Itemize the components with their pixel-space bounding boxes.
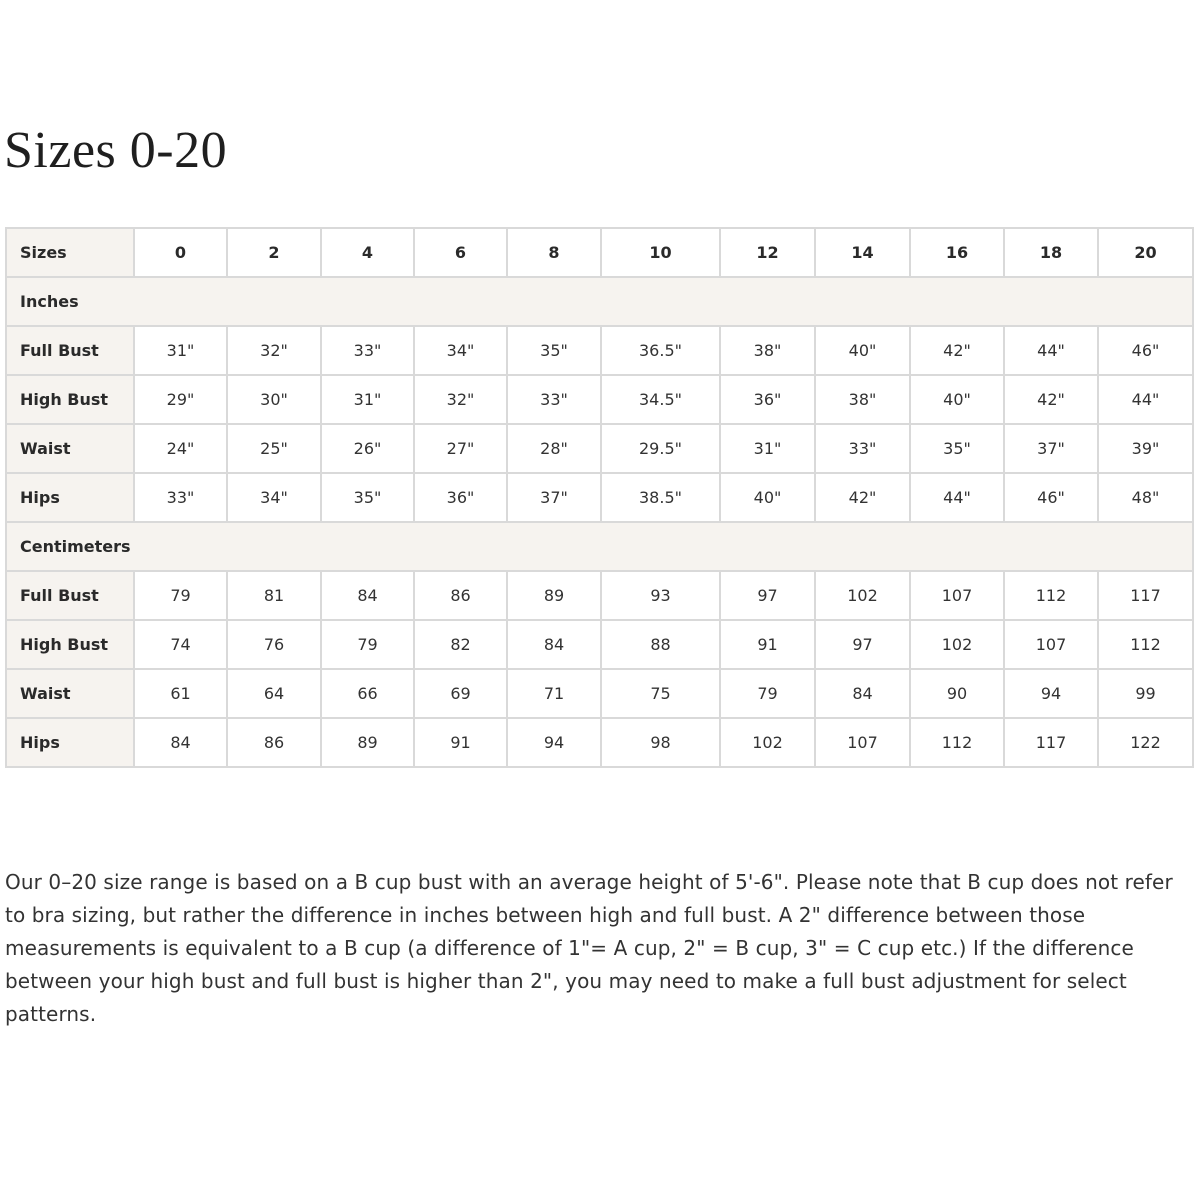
measurement-cell: 102 [720, 718, 815, 767]
measurement-cell: 33" [815, 424, 910, 473]
measurement-cell: 48" [1098, 473, 1193, 522]
measurement-cell: 42" [1004, 375, 1098, 424]
measurement-cell: 102 [815, 571, 910, 620]
measurement-cell: 38" [720, 326, 815, 375]
measurement-cell: 29" [134, 375, 227, 424]
size-column-header: 4 [321, 228, 414, 277]
measurement-cell: 42" [815, 473, 910, 522]
measurement-cell: 33" [507, 375, 601, 424]
measurement-cell: 69 [414, 669, 507, 718]
size-column-header: 8 [507, 228, 601, 277]
measurement-cell: 94 [1004, 669, 1098, 718]
measurement-cell: 40" [720, 473, 815, 522]
measurement-cell: 37" [507, 473, 601, 522]
measurement-cell: 74 [134, 620, 227, 669]
measurement-cell: 94 [507, 718, 601, 767]
measurement-cell: 89 [321, 718, 414, 767]
measurement-cell: 97 [815, 620, 910, 669]
size-column-header: 20 [1098, 228, 1193, 277]
measurement-cell: 91 [414, 718, 507, 767]
measurement-cell: 37" [1004, 424, 1098, 473]
measurement-cell: 31" [321, 375, 414, 424]
measurement-cell: 31" [134, 326, 227, 375]
measurement-cell: 42" [910, 326, 1004, 375]
measurement-cell: 27" [414, 424, 507, 473]
size-column-header: 10 [601, 228, 720, 277]
measurement-cell: 86 [414, 571, 507, 620]
measurement-cell: 35" [507, 326, 601, 375]
section-label: Inches [6, 277, 1193, 326]
table-row [6, 669, 1193, 718]
measurement-cell: 46" [1004, 473, 1098, 522]
size-column-header: 2 [227, 228, 321, 277]
measurement-cell: 38" [815, 375, 910, 424]
table-row [6, 620, 1193, 669]
measurement-cell: 122 [1098, 718, 1193, 767]
size-column-header: 16 [910, 228, 1004, 277]
size-header-row [6, 228, 1193, 277]
measurement-cell: 46" [1098, 326, 1193, 375]
measurement-cell: 112 [1098, 620, 1193, 669]
measurement-cell: 33" [134, 473, 227, 522]
measurement-cell: 36" [720, 375, 815, 424]
measurement-cell: 40" [815, 326, 910, 375]
size-range-note: Our 0–20 size range is based on a B cup bust with an average height of 5'-6". Please note that B cup does not refer to bra sizing, but rather the difference in inches between high and full bust. A 2" difference between those measurements is equivalent to a B cup (a difference of 1"= A cup, 2" = B cup, 3" = C cup etc.) If the difference between your high bust and full bust is higher than 2", you may need to make a full bust adjustment for select patterns. [5, 870, 1173, 1026]
sizes-corner-label: Sizes [6, 228, 134, 277]
measurement-cell: 36" [414, 473, 507, 522]
measurement-cell: 32" [227, 326, 321, 375]
measurement-cell: 64 [227, 669, 321, 718]
measurement-cell: 112 [910, 718, 1004, 767]
measurement-cell: 81 [227, 571, 321, 620]
measurement-cell: 61 [134, 669, 227, 718]
measurement-cell: 112 [1004, 571, 1098, 620]
measurement-label: Waist [6, 669, 134, 718]
measurement-cell: 107 [910, 571, 1004, 620]
measurement-cell: 84 [134, 718, 227, 767]
measurement-cell: 35" [910, 424, 1004, 473]
measurement-cell: 84 [507, 620, 601, 669]
size-chart-table [5, 227, 1194, 768]
measurement-cell: 79 [321, 620, 414, 669]
measurement-cell: 117 [1004, 718, 1098, 767]
measurement-cell: 79 [720, 669, 815, 718]
measurement-cell: 26" [321, 424, 414, 473]
measurement-cell: 38.5" [601, 473, 720, 522]
measurement-cell: 25" [227, 424, 321, 473]
size-column-header: 0 [134, 228, 227, 277]
measurement-cell: 44" [910, 473, 1004, 522]
measurement-cell: 44" [1098, 375, 1193, 424]
measurement-cell: 90 [910, 669, 1004, 718]
measurement-cell: 39" [1098, 424, 1193, 473]
size-table-body [6, 277, 1193, 767]
measurement-cell: 30" [227, 375, 321, 424]
measurement-cell: 82 [414, 620, 507, 669]
measurement-cell: 88 [601, 620, 720, 669]
measurement-cell: 76 [227, 620, 321, 669]
size-column-header: 14 [815, 228, 910, 277]
measurement-cell: 86 [227, 718, 321, 767]
measurement-cell: 34" [227, 473, 321, 522]
measurement-cell: 34.5" [601, 375, 720, 424]
size-column-header: 12 [720, 228, 815, 277]
table-row [6, 424, 1193, 473]
measurement-cell: 40" [910, 375, 1004, 424]
measurement-cell: 107 [815, 718, 910, 767]
measurement-cell: 71 [507, 669, 601, 718]
table-row [6, 375, 1193, 424]
measurement-cell: 98 [601, 718, 720, 767]
measurement-cell: 34" [414, 326, 507, 375]
measurement-label: Hips [6, 473, 134, 522]
table-row [6, 326, 1193, 375]
measurement-cell: 75 [601, 669, 720, 718]
measurement-cell: 66 [321, 669, 414, 718]
measurement-cell: 84 [321, 571, 414, 620]
table-row [6, 473, 1193, 522]
measurement-cell: 99 [1098, 669, 1193, 718]
measurement-cell: 36.5" [601, 326, 720, 375]
measurement-cell: 35" [321, 473, 414, 522]
measurement-cell: 24" [134, 424, 227, 473]
table-row [6, 718, 1193, 767]
measurement-label: Full Bust [6, 326, 134, 375]
section-label: Centimeters [6, 522, 1193, 571]
measurement-cell: 91 [720, 620, 815, 669]
page-title: Sizes 0-20 [4, 122, 228, 179]
measurement-cell: 28" [507, 424, 601, 473]
measurement-label: High Bust [6, 375, 134, 424]
measurement-label: High Bust [6, 620, 134, 669]
measurement-label: Full Bust [6, 571, 134, 620]
measurement-label: Hips [6, 718, 134, 767]
size-column-header: 6 [414, 228, 507, 277]
measurement-cell: 29.5" [601, 424, 720, 473]
measurement-cell: 97 [720, 571, 815, 620]
measurement-label: Waist [6, 424, 134, 473]
measurement-cell: 79 [134, 571, 227, 620]
measurement-cell: 89 [507, 571, 601, 620]
section-row [6, 277, 1193, 326]
measurement-cell: 107 [1004, 620, 1098, 669]
measurement-cell: 84 [815, 669, 910, 718]
measurement-cell: 32" [414, 375, 507, 424]
measurement-cell: 102 [910, 620, 1004, 669]
section-row [6, 522, 1193, 571]
table-row [6, 571, 1193, 620]
measurement-cell: 33" [321, 326, 414, 375]
measurement-cell: 93 [601, 571, 720, 620]
measurement-cell: 31" [720, 424, 815, 473]
size-column-header: 18 [1004, 228, 1098, 277]
measurement-cell: 44" [1004, 326, 1098, 375]
measurement-cell: 117 [1098, 571, 1193, 620]
